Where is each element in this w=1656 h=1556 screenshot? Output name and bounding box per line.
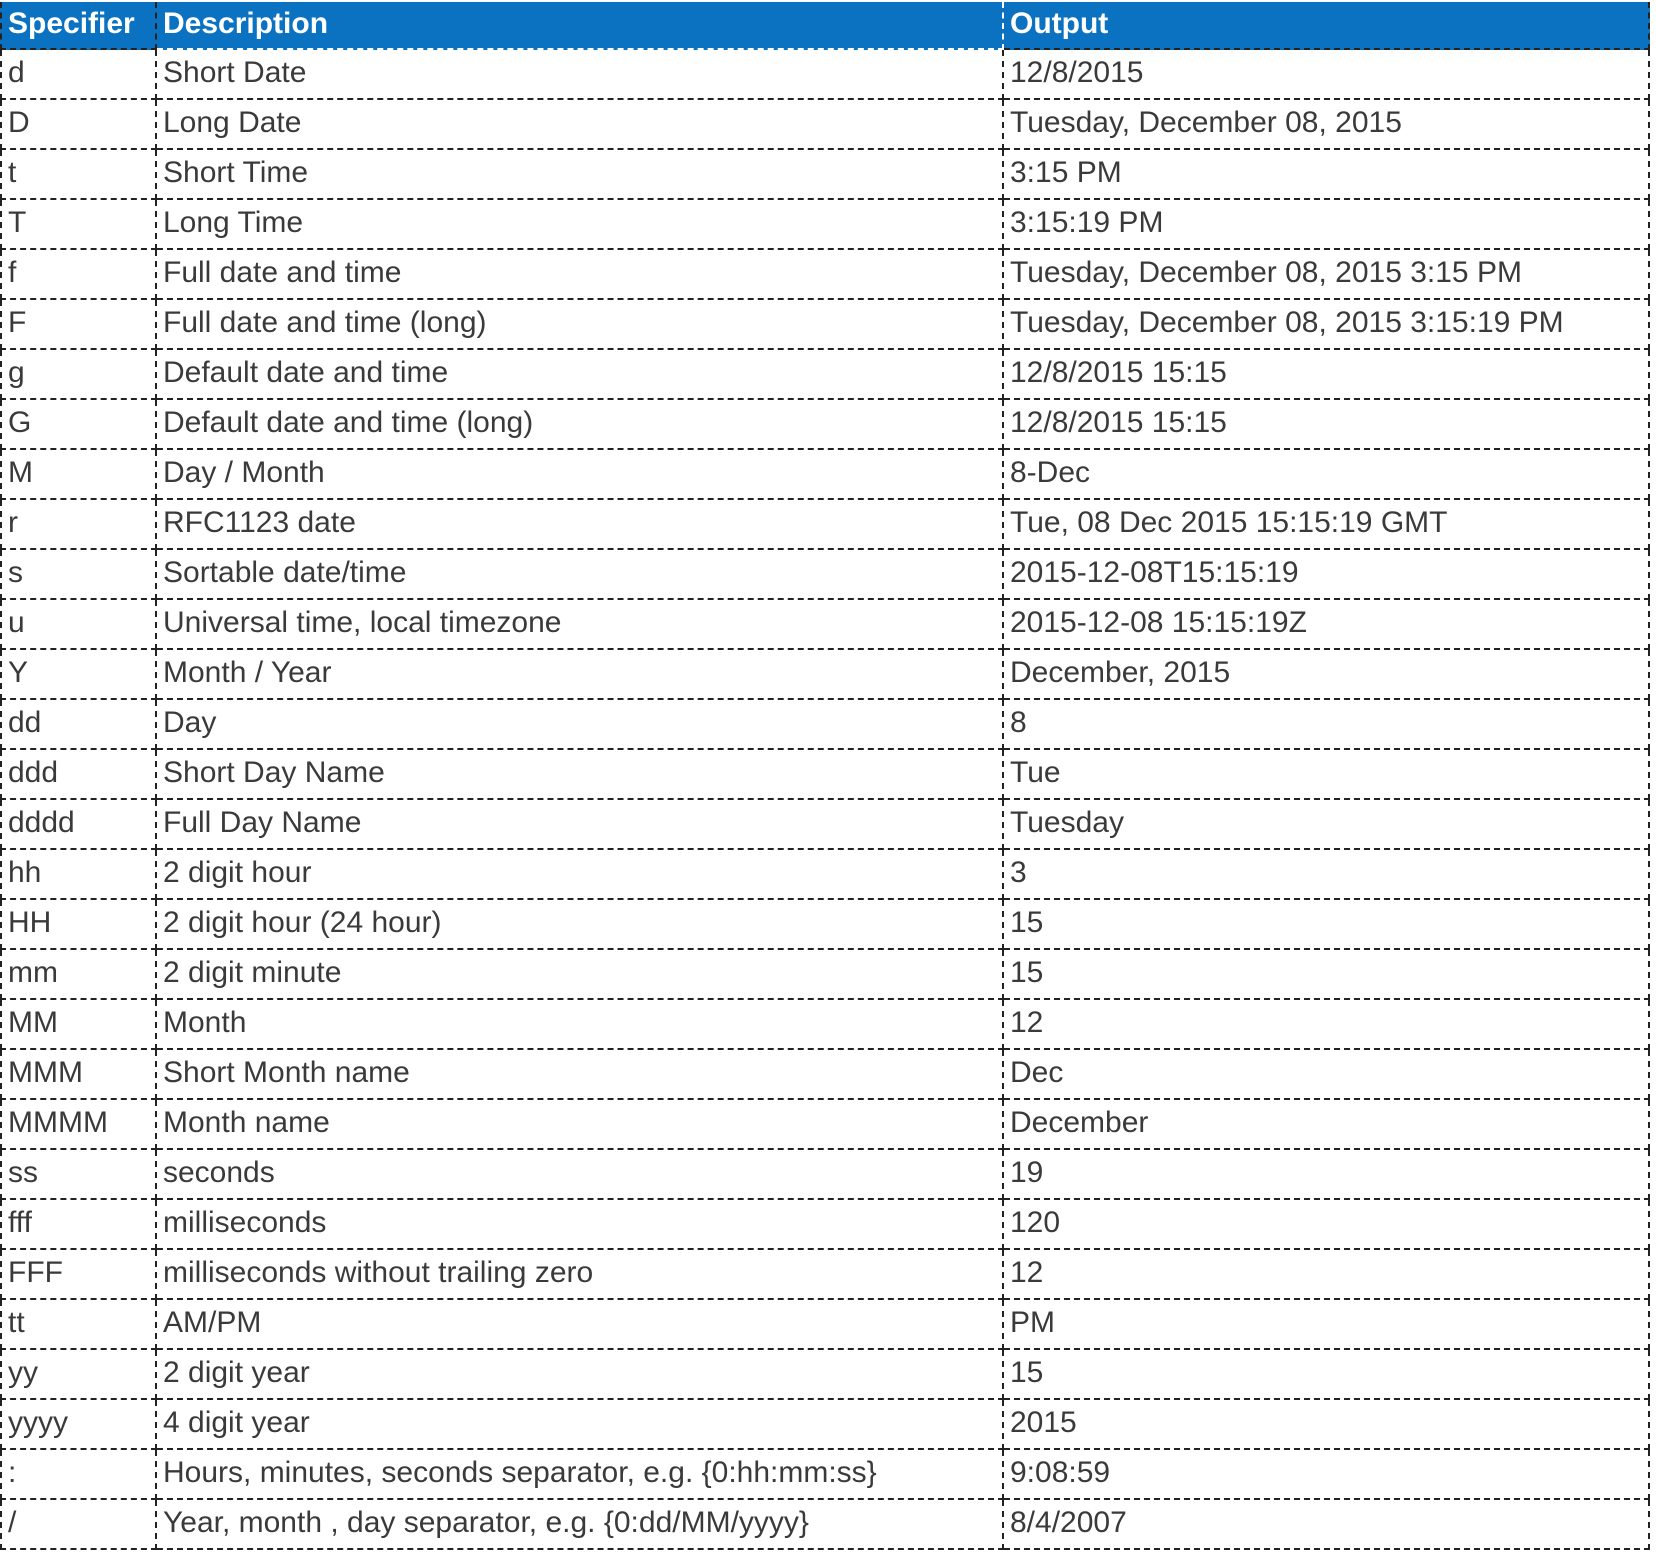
cell-specifier: : [0, 1450, 157, 1500]
cell-specifier: Y [0, 650, 157, 700]
cell-output: Tue, 08 Dec 2015 15:15:19 GMT [1004, 500, 1650, 550]
table-row [0, 1100, 1650, 1150]
table-row [0, 350, 1650, 400]
cell-output: Tuesday, December 08, 2015 3:15 PM [1004, 250, 1650, 300]
cell-output: Tuesday, December 08, 2015 3:15:19 PM [1004, 300, 1650, 350]
cell-specifier: D [0, 100, 157, 150]
table-row [0, 1200, 1650, 1250]
cell-description: AM/PM [157, 1300, 1004, 1350]
cell-output: Tuesday [1004, 800, 1650, 850]
cell-output: 12/8/2015 15:15 [1004, 400, 1650, 450]
cell-output: 15 [1004, 1350, 1650, 1400]
cell-description: Day [157, 700, 1004, 750]
table-row [0, 50, 1650, 100]
cell-description: Full date and time (long) [157, 300, 1004, 350]
column-header-description: Description [157, 2, 1004, 50]
cell-output: 12 [1004, 1250, 1650, 1300]
cell-output: 19 [1004, 1150, 1650, 1200]
table-row [0, 1050, 1650, 1100]
cell-specifier: s [0, 550, 157, 600]
cell-output: 3:15 PM [1004, 150, 1650, 200]
table-row [0, 600, 1650, 650]
cell-specifier: tt [0, 1300, 157, 1350]
table-row [0, 1400, 1650, 1450]
cell-specifier: mm [0, 950, 157, 1000]
table-row [0, 1000, 1650, 1050]
column-header-output: Output [1004, 2, 1650, 50]
table-row [0, 650, 1650, 700]
cell-description: seconds [157, 1150, 1004, 1200]
header-row [0, 2, 1650, 50]
table-row [0, 200, 1650, 250]
cell-description: 2 digit hour (24 hour) [157, 900, 1004, 950]
cell-description: Hours, minutes, seconds separator, e.g. {0:hh:mm:ss} [157, 1450, 1004, 1500]
table-row [0, 250, 1650, 300]
cell-specifier: MM [0, 1000, 157, 1050]
column-header-specifier: Specifier [0, 2, 157, 50]
cell-description: Sortable date/time [157, 550, 1004, 600]
cell-description: 4 digit year [157, 1400, 1004, 1450]
cell-specifier: yy [0, 1350, 157, 1400]
cell-output: 12/8/2015 15:15 [1004, 350, 1650, 400]
cell-description: milliseconds without trailing zero [157, 1250, 1004, 1300]
table-row [0, 100, 1650, 150]
cell-output: December, 2015 [1004, 650, 1650, 700]
cell-specifier: MMM [0, 1050, 157, 1100]
cell-output: December [1004, 1100, 1650, 1150]
table-header [0, 2, 1650, 50]
cell-description: Month [157, 1000, 1004, 1050]
table-row [0, 1350, 1650, 1400]
cell-description: 2 digit hour [157, 850, 1004, 900]
table-row [0, 950, 1650, 1000]
cell-description: Universal time, local timezone [157, 600, 1004, 650]
cell-specifier: d [0, 50, 157, 100]
cell-output: 8-Dec [1004, 450, 1650, 500]
cell-specifier: G [0, 400, 157, 450]
format-specifier-table [0, 2, 1650, 1550]
cell-description: Full date and time [157, 250, 1004, 300]
cell-output: 15 [1004, 900, 1650, 950]
cell-output: 15 [1004, 950, 1650, 1000]
cell-specifier: HH [0, 900, 157, 950]
cell-specifier: F [0, 300, 157, 350]
cell-specifier: yyyy [0, 1400, 157, 1450]
cell-specifier: ss [0, 1150, 157, 1200]
cell-description: Long Date [157, 100, 1004, 150]
cell-description: 2 digit year [157, 1350, 1004, 1400]
cell-specifier: T [0, 200, 157, 250]
cell-description: Year, month , day separator, e.g. {0:dd/MM/yyyy} [157, 1500, 1004, 1550]
cell-specifier: MMMM [0, 1100, 157, 1150]
cell-description: Short Month name [157, 1050, 1004, 1100]
cell-description: Short Time [157, 150, 1004, 200]
cell-description: Day / Month [157, 450, 1004, 500]
table-row [0, 850, 1650, 900]
cell-specifier: FFF [0, 1250, 157, 1300]
cell-specifier: t [0, 150, 157, 200]
table-row [0, 1300, 1650, 1350]
table-row [0, 800, 1650, 850]
cell-output: Dec [1004, 1050, 1650, 1100]
cell-description: Month name [157, 1100, 1004, 1150]
cell-output: 3 [1004, 850, 1650, 900]
cell-specifier: dddd [0, 800, 157, 850]
cell-output: 2015-12-08 15:15:19Z [1004, 600, 1650, 650]
table-row [0, 1150, 1650, 1200]
cell-output: 12/8/2015 [1004, 50, 1650, 100]
cell-description: Full Day Name [157, 800, 1004, 850]
cell-specifier: r [0, 500, 157, 550]
cell-specifier: fff [0, 1200, 157, 1250]
cell-output: 3:15:19 PM [1004, 200, 1650, 250]
cell-output: 8 [1004, 700, 1650, 750]
cell-description: milliseconds [157, 1200, 1004, 1250]
cell-specifier: ddd [0, 750, 157, 800]
cell-output: 2015 [1004, 1400, 1650, 1450]
cell-description: Month / Year [157, 650, 1004, 700]
table-row [0, 900, 1650, 950]
table-row [0, 150, 1650, 200]
cell-output: 2015-12-08T15:15:19 [1004, 550, 1650, 600]
cell-output: 120 [1004, 1200, 1650, 1250]
cell-specifier: g [0, 350, 157, 400]
table-row [0, 300, 1650, 350]
table-row [0, 550, 1650, 600]
table-row [0, 1450, 1650, 1500]
table-row [0, 700, 1650, 750]
cell-description: 2 digit minute [157, 950, 1004, 1000]
table-row [0, 1250, 1650, 1300]
cell-specifier: / [0, 1500, 157, 1550]
cell-output: Tue [1004, 750, 1650, 800]
cell-description: RFC1123 date [157, 500, 1004, 550]
table-row [0, 400, 1650, 450]
table-row [0, 1500, 1650, 1550]
table-row [0, 750, 1650, 800]
cell-description: Short Day Name [157, 750, 1004, 800]
cell-specifier: M [0, 450, 157, 500]
cell-specifier: u [0, 600, 157, 650]
cell-description: Long Time [157, 200, 1004, 250]
cell-specifier: hh [0, 850, 157, 900]
cell-output: Tuesday, December 08, 2015 [1004, 100, 1650, 150]
table-body [0, 50, 1650, 1550]
cell-output: PM [1004, 1300, 1650, 1350]
cell-specifier: f [0, 250, 157, 300]
cell-specifier: dd [0, 700, 157, 750]
table-row [0, 500, 1650, 550]
cell-description: Default date and time [157, 350, 1004, 400]
cell-description: Default date and time (long) [157, 400, 1004, 450]
cell-output: 12 [1004, 1000, 1650, 1050]
cell-output: 9:08:59 [1004, 1450, 1650, 1500]
table-row [0, 450, 1650, 500]
cell-output: 8/4/2007 [1004, 1500, 1650, 1550]
cell-description: Short Date [157, 50, 1004, 100]
